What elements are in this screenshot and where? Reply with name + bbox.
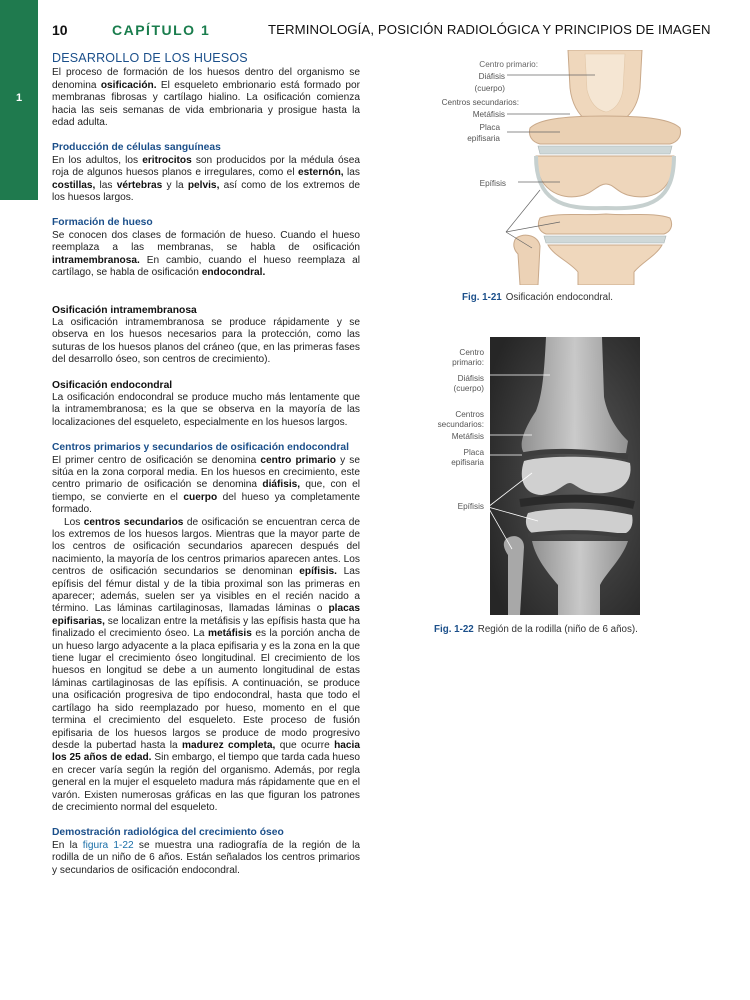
- fig22-label-diaphysis: Diáfisis: [457, 374, 484, 383]
- figure-1-22: [420, 337, 640, 615]
- chapter-label: CAPÍTULO 1: [112, 22, 211, 38]
- figure-1-21-number: Fig. 1-21: [462, 292, 502, 303]
- intramembranous-paragraph: La osificación intramembranosa se produce rápidamente y se observa en los huesos necesarios para la protección, como las suturas de los huesos planos del cráneo (que, en las primeras fases del desarrollo óseo, son centros de crecimiento).: [52, 316, 360, 366]
- figure-1-22-caption: Fig. 1-22 Región de la rodilla (niño de 6 años).: [434, 624, 638, 635]
- page-number: 10: [52, 22, 68, 38]
- chapter-title: TERMINOLOGÍA, POSICIÓN RADIOLÓGICA Y PRINCIPIOS DE IMAGEN: [268, 22, 711, 37]
- chapter-tab-number: 1: [15, 92, 23, 104]
- chapter-side-tab: [0, 0, 38, 200]
- fig22-label-plate-2: epifisaria: [451, 458, 484, 467]
- centers-paragraph-2: Los centros secundarios de osificación se encuentran cerca de los extremos de los huesos largos. Mientras que la mayor parte de los centros de osificación secundarios aparecen después del nacimiento, la mayoría de los centros primarios aparecen antes. Los centros de osificación secundarios se denominan epífisis. Las epífisis del fémur distal y de la tibia proximal son las primeras en aparecer; además, suelen ser ya visibles en el recién nacido a término. Las láminas cartilaginosas, llamadas láminas o placas epifisarias, se localizan entre la metáfisis y las epífisis hasta que ha finalizado el crecimiento óseo. La metáfisis es la porción ancha de un hueso largo adyacente a la placa epifisaria y es la zona en la que tiene lugar el crecimiento óseo longitudinal. El crecimiento de los huesos en longitud se debe a un aumento longitudinal de estas láminas cartilaginosas de las epífisis. A continuación, se produce una osificación progresiva de tipo endocondral, hasta que todo el cartílago ha sido reemplazado por hueso, momento en el que termina el crecimiento del esqueleto. Este proceso de fusión epifisaria de los huesos largos se produce de modo progresivo desde la pubertad hasta la madurez completa, que ocurre hacia los 25 años de edad. Sin embargo, el tiempo que tarda cada hueso en crecer varía según la región del organismo. Además, por regla general en la mujer el esqueleto madura más rápidamente que en el varón. Existen numerosas gráficas en las que figuran los patrones de crecimiento normal del esqueleto.: [52, 516, 360, 813]
- demo-heading: Demostración radiológica del crecimiento óseo: [52, 827, 284, 839]
- section-title: DESARROLLO DE LOS HUESOS: [52, 51, 248, 65]
- intro-paragraph: El proceso de formación de los huesos dentro del organismo se denomina osificación. El esqueleto embrionario está formado por membranas fibrosas y cartílago hialino. La osificación comienza hacia las seis semanas de vida embrionaria y prosigue hasta la edad adulta.: [52, 67, 360, 129]
- text-column: [52, 52, 360, 877]
- fig22-label-metaphysis: Metáfisis: [451, 432, 484, 441]
- fig21-label-secondary: Centros secundarios:: [441, 98, 519, 107]
- fig21-label-body: (cuerpo): [474, 84, 505, 93]
- formation-paragraph: Se conocen dos clases de formación de hueso. Cuando el hueso reemplaza a las membranas, se habla de osificación intramembranosa. En cambio, cuando el hueso reemplaza al cartílago, se habla de osificación endocondral.: [52, 229, 360, 279]
- intramembranous-heading: Osificación intramembranosa: [52, 304, 197, 316]
- fig21-label-primary: Centro primario:: [479, 60, 538, 69]
- fig21-label-metaphysis: Metáfisis: [472, 110, 505, 119]
- figure-1-21: [420, 50, 720, 285]
- fig22-label-plate: Placa: [463, 448, 484, 457]
- blood-paragraph: En los adultos, los eritrocitos son producidos por la médula ósea roja de algunos huesos planos e irregulares, como el esternón, las costillas, las vértebras y la pelvis, así como de los extremos de los huesos largos.: [52, 154, 360, 204]
- centers-paragraph-1: El primer centro de osificación se denomina centro primario y se sitúa en la zona corporal media. En los huesos en crecimiento, este centro primario de osificación se denomina diáfisis, que, con el tiempo, se convierte en el cuerpo del hueso ya completamente formado.: [52, 454, 360, 516]
- fig21-label-epiphysis: Epífisis: [479, 179, 506, 188]
- blood-heading: Producción de células sanguíneas: [52, 142, 221, 154]
- figure-1-21-caption: Fig. 1-21 Osificación endocondral.: [462, 292, 614, 303]
- page-header: [52, 22, 732, 44]
- figure-reference-link[interactable]: figura 1-22: [82, 839, 134, 851]
- formation-heading: Formación de hueso: [52, 217, 153, 229]
- figure-1-22-number: Fig. 1-22: [434, 624, 474, 635]
- endochondral-paragraph: La osificación endocondral se produce mucho más lentamente que la intramembranosa; es la que se observa en la mayoría de las localizaciones del esqueleto, especialmente en los huesos largos.: [52, 391, 360, 428]
- fig22-label-primary: Centro: [459, 348, 484, 357]
- centers-heading: Centros primarios y secundarios de osificación endocondral: [52, 442, 349, 454]
- demo-paragraph: En la figura 1-22 se muestra una radiografía de la región de la rodilla de un niño de 6 años. Están señalados los centros primarios y secundarios de osificación endocondral.: [52, 839, 360, 876]
- fig21-label-diaphysis: Diáfisis: [478, 72, 505, 81]
- fig22-label-primary-2: primario:: [452, 358, 484, 367]
- fig22-label-body: (cuerpo): [453, 384, 484, 393]
- fig21-label-plate: Placa: [479, 123, 500, 132]
- fig22-label-secondary: Centros: [455, 410, 484, 419]
- endochondral-heading: Osificación endocondral: [52, 379, 173, 391]
- fig21-label-plate-2: epifisaria: [467, 134, 500, 143]
- fig22-label-secondary-2: secundarios:: [437, 420, 484, 429]
- fig22-label-epiphysis: Epífisis: [457, 502, 484, 511]
